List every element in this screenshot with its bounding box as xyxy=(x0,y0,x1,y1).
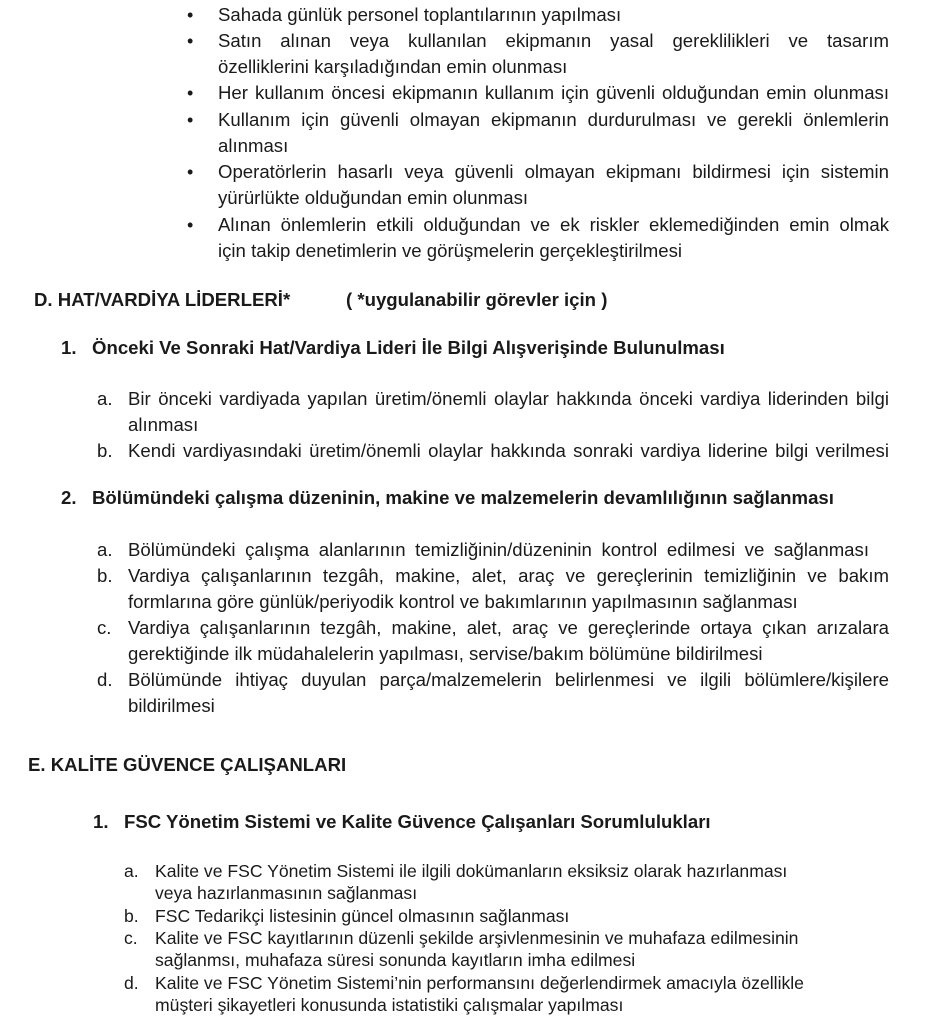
subsection-title: Bölümündeki çalışma düzeninin, makine ve malzemelerin devamlılığının sağlanması xyxy=(92,487,834,508)
list-item: Bölümündeki çalışma alanlarının temizliğinin/düzeninin kontrol edilmesi ve sağlanması xyxy=(128,539,869,560)
bullet-item: Sahada günlük personel toplantılarının yapılması xyxy=(218,4,622,25)
bullet-icon: • xyxy=(187,215,194,235)
item-marker: a. xyxy=(97,388,113,409)
list-item-cont: müşteri şikayetleri konusunda istatistiki çalışmalar yapılması xyxy=(155,995,624,1015)
section-d-note: ( *uygulanabilir görevler için ) xyxy=(346,289,608,310)
bullet-item: Kullanım için güvenli olmayan ekipmanın durdurulması ve gerekli önlemlerin xyxy=(218,109,889,130)
list-item: Kalite ve FSC Yönetim Sistemi’nin performansını değerlendirmek amacıyla özellikle xyxy=(155,973,804,993)
section-d-title: D. HAT/VARDİYA LİDERLERİ* xyxy=(34,289,291,310)
item-marker: b. xyxy=(124,906,139,926)
subsection-number: 2. xyxy=(61,487,77,508)
bullet-item: Alınan önlemlerin etkili olduğundan ve ek riskler eklemediğinden emin olmak xyxy=(218,214,889,235)
list-item: Vardiya çalışanlarının tezgâh, makine, alet, araç ve gereçlerinde ortaya çıkan arızalara xyxy=(128,617,889,638)
item-marker: b. xyxy=(97,440,113,461)
item-marker: d. xyxy=(124,973,139,993)
bullet-item-cont: alınması xyxy=(218,135,289,156)
section-e-title: E. KALİTE GÜVENCE ÇALIŞANLARI xyxy=(28,754,347,775)
item-marker: a. xyxy=(124,861,139,881)
bullet-item: Satın alınan veya kullanılan ekipmanın yasal gereklilikleri ve tasarım xyxy=(218,30,889,51)
bullet-icon: • xyxy=(187,110,194,130)
item-marker: d. xyxy=(97,669,113,690)
bullet-item: Operatörlerin hasarlı veya güvenli olmayan ekipmanı bildirmesi için sistemin xyxy=(218,161,889,182)
list-item-cont: sağlanmsı, muhafaza süresi sonunda kayıtların imha edilmesi xyxy=(155,950,636,970)
list-item: FSC Tedarikçi listesinin güncel olmasının sağlanması xyxy=(155,906,570,926)
bullet-icon: • xyxy=(187,5,194,25)
bullet-item-cont: yürürlükte olduğundan emin olunması xyxy=(218,187,529,208)
subsection-title: FSC Yönetim Sistemi ve Kalite Güvence Çalışanları Sorumlulukları xyxy=(124,811,711,832)
list-item: Bir önceki vardiyada yapılan üretim/önemli olaylar hakkında önceki vardiya liderinden bilgi xyxy=(128,388,889,409)
item-marker: a. xyxy=(97,539,113,560)
list-item-cont: formlarına göre günlük/periyodik kontrol ve bakımlarının yapılmasının sağlanması xyxy=(128,591,798,612)
list-item: Kalite ve FSC Yönetim Sistemi ile ilgili dokümanların eksiksiz olarak hazırlanması xyxy=(155,861,788,881)
list-item: Kalite ve FSC kayıtlarının düzenli şekilde arşivlenmesinin ve muhafaza edilmesinin xyxy=(155,928,799,948)
list-item: Bölümünde ihtiyaç duyulan parça/malzemelerin belirlenmesi ve ilgili bölümlere/kişilere xyxy=(128,669,889,690)
subsection-number: 1. xyxy=(93,811,109,832)
subsection-title: Önceki Ve Sonraki Hat/Vardiya Lideri İle Bilgi Alışverişinde Bulunulması xyxy=(92,337,725,358)
item-marker: c. xyxy=(97,617,112,638)
list-item-cont: veya hazırlanmasının sağlanması xyxy=(155,883,418,903)
bullet-icon: • xyxy=(187,83,194,103)
bullet-item: Her kullanım öncesi ekipmanın kullanım için güvenli olduğundan emin olunması xyxy=(218,82,889,103)
bullet-icon: • xyxy=(187,31,194,51)
bullet-item-cont: özelliklerini karşıladığından emin olunması xyxy=(218,56,568,77)
item-marker: c. xyxy=(124,928,138,948)
list-item-cont: bildirilmesi xyxy=(128,695,215,716)
item-marker: b. xyxy=(97,565,113,586)
bullet-icon: • xyxy=(187,162,194,182)
list-item: Vardiya çalışanlarının tezgâh, makine, alet, araç ve gereçlerinin temizliğinin ve bakım xyxy=(128,565,889,586)
list-item-cont: alınması xyxy=(128,414,199,435)
list-item: Kendi vardiyasındaki üretim/önemli olaylar hakkında sonraki vardiya liderine bilgi verilmesi xyxy=(128,440,889,461)
bullet-item-cont: için takip denetimlerin ve görüşmelerin gerçekleştirilmesi xyxy=(218,240,682,261)
list-item-cont: gerektiğinde ilk müdahalelerin yapılması, servise/bakım bölümüne bildirilmesi xyxy=(128,643,763,664)
subsection-number: 1. xyxy=(61,337,77,358)
